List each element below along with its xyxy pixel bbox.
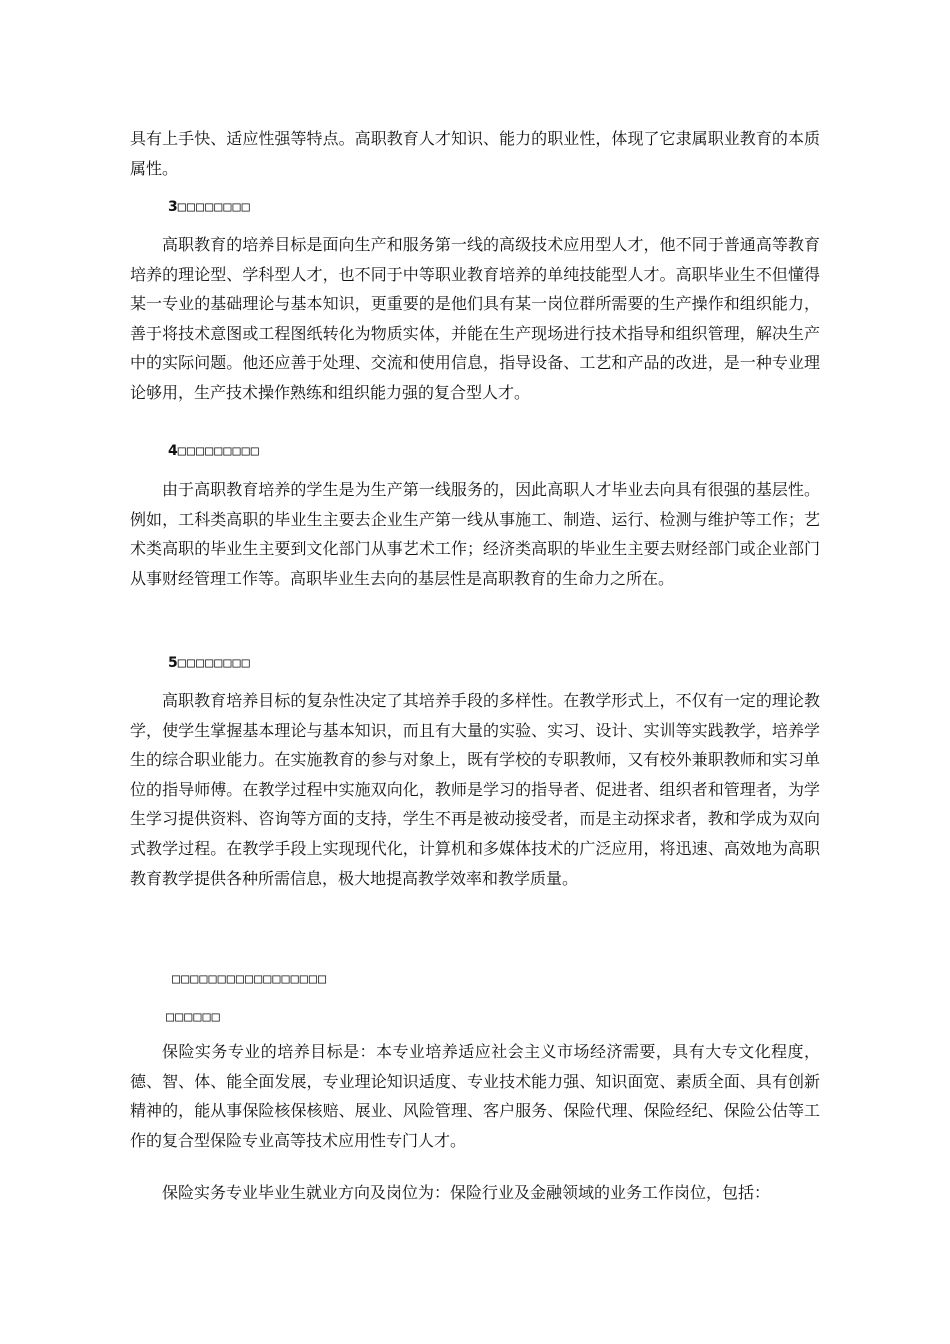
paragraph-graduate-destination: 由于高职教育培养的学生是为生产第一线服务的，因此高职人才毕业去向具有很强的基层性。例如，工科类高职的毕业生主要去企业生产第一线从事施工、制造、运行、检测与维护等工作；艺术类高职的毕业生主要到文化部门从事艺术工作；经济类高职的毕业生主要去财经部门或企业部门从事财经管理工作等。高职毕业生去向的基层性是高职教育的生命力之所在。 [130,480,820,588]
section-heading-4 [168,441,260,461]
section-heading-text: □□□□□□□□ [177,199,251,215]
section-heading-text: □□□□□□ [166,1009,221,1025]
section-heading-5 [168,653,251,673]
section-heading-3 [168,197,251,217]
section-number: 5 [168,655,178,671]
section-heading-major [172,969,327,989]
subsection-heading [166,1007,221,1027]
section-number: 4 [168,443,178,459]
paragraph-training-objective: 保险实务专业的培养目标是：本专业培养适应社会主义市场经济需要，具有大专文化程度，德、智、体、能全面发展，专业理论知识适度、专业技术能力强、知识面宽、素质全面、具有创新精神的，能从事保险核保核赔、展业、风险管理、客户服务、保险代理、保险经纪、保险公估等工作的复合型保险专业高等技术应用性专门人才。 [130,1042,820,1150]
paragraph-employment-direction: 保险实务专业毕业生就业方向及岗位为：保险行业及金融领域的业务工作岗位，包括： [162,1183,771,1202]
section-heading-text: □□□□□□□□□□□□□□□□□ [172,971,328,987]
section-number: 3 [168,199,178,215]
paragraph-continuation: 具有上手快、适应性强等特点。高职教育人才知识、能力的职业性，体现了它隶属职业教育的本质属性。 [130,129,820,178]
section-heading-text: □□□□□□□□□ [177,443,260,459]
section-heading-text: □□□□□□□□ [177,655,251,671]
paragraph-talent-type: 高职教育的培养目标是面向生产和服务第一线的高级技术应用型人才，他不同于普通高等教育培养的理论型、学科型人才，也不同于中等职业教育培养的单纯技能型人才。高职毕业生不但懂得某一专业的基础理论与基本知识，更重要的是他们具有某一岗位群所需要的生产操作和组织能力，善于将技术意图或工程图纸转化为物质实体，并能在生产现场进行技术指导和组织管理，解决生产中的实际问题。他还应善于处理、交流和使用信息，指导设备、工艺和产品的改进，是一种专业理论够用，生产技术操作熟练和组织能力强的复合型人才。 [130,235,820,402]
paragraph-training-means: 高职教育培养目标的复杂性决定了其培养手段的多样性。在教学形式上，不仅有一定的理论教学，使学生掌握基本理论与基本知识，而且有大量的实验、实习、设计、实训等实践教学，培养学生的综合职业能力。在实施教育的参与对象上，既有学校的专职教师，又有校外兼职教师和实习单位的指导师傅。在教学过程中实施双向化，教师是学习的指导者、促进者、组织者和管理者，为学生学习提供资料、咨询等方面的支持，学生不再是被动接受者，而是主动探求者，教和学成为双向式教学过程。在教学手段上实现现代化，计算机和多媒体技术的广泛应用，将迅速、高效地为高职教育教学提供各种所需信息，极大地提高教学效率和教学质量。 [130,691,820,888]
